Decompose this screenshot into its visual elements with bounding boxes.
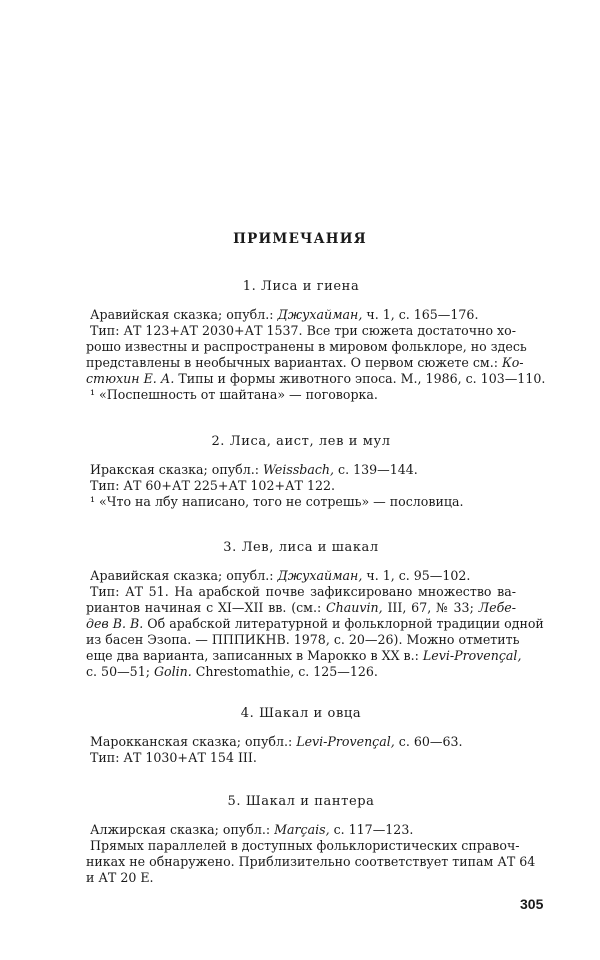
italic-reference: Джухайман, (277, 568, 363, 583)
text-line (86, 648, 522, 664)
italic-reference: Джухайман, (277, 307, 363, 322)
text-line (86, 750, 516, 766)
text-segment: никах не обнаружено. Приблизительно соответствует типам АТ 64 (86, 854, 536, 869)
text-segment: ¹ «Поспешность от шайтана» — поговорка. (90, 387, 378, 402)
text-line (86, 734, 516, 750)
text-segment: Алжирская сказка; опубл.: (90, 822, 275, 837)
text-segment: Марокканская сказка; опубл.: (90, 734, 297, 749)
text-segment: Аравийская сказка; опубл.: (90, 307, 278, 322)
text-segment: с. 60—63. (394, 734, 463, 749)
italic-reference: стюхин Е. А. (86, 371, 175, 386)
text-segment: рошо известны и распространены в мировом фольклоре, но здесь (86, 339, 527, 354)
text-segment: Об арабской литературной и фольклорной традиции одной (143, 616, 544, 631)
text-line (86, 600, 516, 616)
text-line (86, 870, 516, 886)
text-line (86, 822, 516, 838)
page-number: 305 (520, 896, 544, 912)
text-line (86, 339, 527, 355)
text-line (86, 355, 524, 371)
note-section (86, 794, 536, 886)
text-segment: Тип: АТ 51. На арабской почве зафиксировано множество ва- (90, 584, 516, 599)
page-title: ПРИМЕЧАНИЯ (233, 231, 367, 247)
text-segment: ¹ «Что на лбу написано, того не сотрешь» — пословица. (90, 494, 464, 509)
text-segment: III, 67, № 33; (382, 600, 479, 615)
text-segment: ч. 1, с. 165—176. (362, 307, 479, 322)
text-segment: Прямых параллелей в доступных фольклористических справоч- (90, 838, 520, 853)
note-heading: 4. Шакал и овца (240, 706, 362, 721)
text-line (86, 838, 520, 854)
note-section (86, 434, 516, 510)
note-section (86, 706, 516, 766)
text-line (86, 632, 520, 648)
text-segment: ч. 1, с. 95—102. (362, 568, 471, 583)
italic-reference: Marçais, (274, 822, 330, 837)
note-heading: 2. Лиса, аист, лев и мул (211, 434, 391, 449)
text-line (86, 568, 516, 584)
text-segment: и АТ 20 Е. (86, 870, 154, 885)
text-line (86, 494, 516, 510)
text-line (86, 616, 544, 632)
text-segment: с. 50—51; (86, 664, 154, 679)
text-segment: Chrestomathie, с. 125—126. (191, 664, 378, 679)
note-section (86, 540, 544, 680)
italic-reference: Chauvin, (326, 600, 383, 615)
text-line (86, 664, 516, 680)
text-line (86, 854, 536, 870)
text-segment: с. 117—123. (329, 822, 414, 837)
note-heading: 3. Лев, лиса и шакал (223, 540, 379, 555)
text-segment: Аравийская сказка; опубл.: (90, 568, 278, 583)
italic-reference: дев В. В. (86, 616, 144, 631)
text-segment: Тип: АТ 1030+АТ 154 III. (90, 750, 257, 765)
text-segment: риантов начиная с XI—XII вв. (см.: (86, 600, 327, 615)
text-segment: представлены в необычных вариантах. О первом сюжете см.: (86, 355, 502, 370)
text-line (86, 307, 516, 323)
text-line (86, 584, 516, 600)
text-segment: еще два варианта, записанных в Марокко в XX в.: (86, 648, 423, 663)
text-segment: Типы и формы животного эпоса. М., 1986, с. 103—110. (174, 371, 546, 386)
text-segment: Тип: АТ 60+АТ 225+АТ 102+АТ 122. (90, 478, 335, 493)
italic-reference: Weissbach, (262, 462, 335, 477)
italic-reference: Levi-Provençal, (422, 648, 522, 663)
text-segment: Тип: АТ 123+АТ 2030+АТ 1537. Все три сюжета достаточно хо- (90, 323, 516, 338)
italic-reference: Golin. (153, 664, 192, 679)
note-heading: 5. Шакал и пантера (227, 794, 375, 809)
italic-reference: Лебе- (478, 600, 516, 615)
text-segment: из басен Эзопа. — ПППИКНВ. 1978, с. 20—26). Можно отметить (86, 632, 520, 647)
text-line (86, 387, 516, 403)
text-segment: Иракская сказка; опубл.: (90, 462, 263, 477)
text-line (86, 462, 516, 478)
note-section (86, 279, 546, 403)
text-line (86, 478, 516, 494)
note-heading: 1. Лиса и гиена (242, 279, 360, 294)
text-segment: с. 139—144. (334, 462, 418, 477)
italic-reference: Ко- (501, 355, 524, 370)
text-line (86, 371, 546, 387)
text-line (86, 323, 516, 339)
italic-reference: Levi-Provençal, (296, 734, 395, 749)
